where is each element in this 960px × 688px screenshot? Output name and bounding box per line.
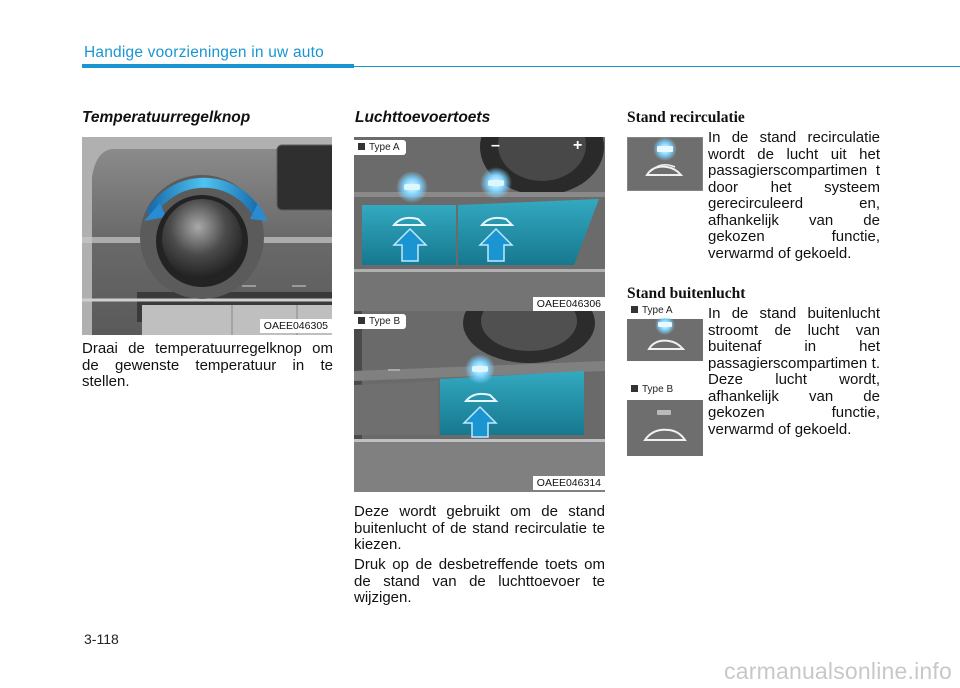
figure-code-type-a: OAEE046306 — [533, 297, 605, 311]
figure-code-type-b: OAEE046314 — [533, 476, 605, 490]
air-intake-description-2: Druk op de desbetreffende toets om de stand van de luchttoevoer te wijzigen. — [354, 556, 605, 606]
square-bullet-icon — [631, 306, 638, 313]
header-rule-thin — [354, 66, 960, 67]
header-rule-thick — [82, 64, 354, 68]
badge-type-b — [354, 314, 406, 329]
temperature-knob-description: Draai de temperatuurregelknop om de gewenste temperatuur in te stellen. — [82, 340, 333, 390]
badge-outside-type-a-label: Type A — [642, 305, 673, 316]
figure-code-temperature: OAEE046305 — [260, 319, 332, 333]
square-bullet-icon — [631, 385, 638, 392]
air-intake-type-a-illustration — [354, 137, 605, 311]
outside-air-type-b-figure — [627, 382, 703, 456]
outside-air-description: In de stand buitenlucht stroomt de lucht van buitenaf in het passagierscompartimen t. Deze lucht wordt, afhankelijk van de gekozen functie, verwarmd of gekoeld. — [708, 305, 880, 438]
air-intake-type-b-illustration — [354, 311, 605, 492]
badge-type-b-label: Type B — [369, 316, 401, 327]
page-number: 3-118 — [84, 631, 119, 647]
section-title-temperature-knob: Temperatuurregelknop — [82, 109, 251, 126]
temperature-knob-figure — [82, 137, 332, 335]
square-bullet-icon — [358, 143, 365, 150]
badge-type-a — [354, 140, 406, 155]
section-title-outside-air: Stand buitenlucht — [627, 285, 746, 302]
air-intake-figure-type-b — [354, 311, 605, 492]
air-intake-description-1: Deze wordt gebruikt om de stand buitenlucht of de stand recirculatie te kiezen. — [354, 503, 605, 553]
recirculation-icon-figure — [627, 137, 703, 191]
plus-sign: + — [573, 137, 583, 154]
recirculation-description: In de stand recirculatie wordt de lucht uit het passagierscompartimen t door het systeem gerecirculeerd en, afhankelijk van de gekozen functie, verwarmd of gekoeld. — [708, 129, 880, 262]
badge-outside-type-b — [627, 382, 679, 397]
air-intake-figure-type-a — [354, 137, 605, 311]
chapter-title: Handige voorzieningen in uw auto — [84, 44, 324, 61]
badge-outside-type-b-label: Type B — [642, 384, 674, 395]
watermark: carmanualsonline.info — [724, 658, 952, 684]
section-title-recirculation: Stand recirculatie — [627, 109, 745, 126]
recirculation-mode-icon — [627, 137, 703, 191]
badge-outside-type-a — [627, 303, 679, 318]
outside-air-type-a-figure — [627, 303, 703, 361]
temperature-knob-illustration — [82, 137, 332, 335]
section-title-air-intake: Luchttoevoertoets — [355, 109, 491, 126]
badge-type-a-label: Type A — [369, 142, 400, 153]
square-bullet-icon — [358, 317, 365, 324]
minus-sign: – — [491, 137, 500, 154]
